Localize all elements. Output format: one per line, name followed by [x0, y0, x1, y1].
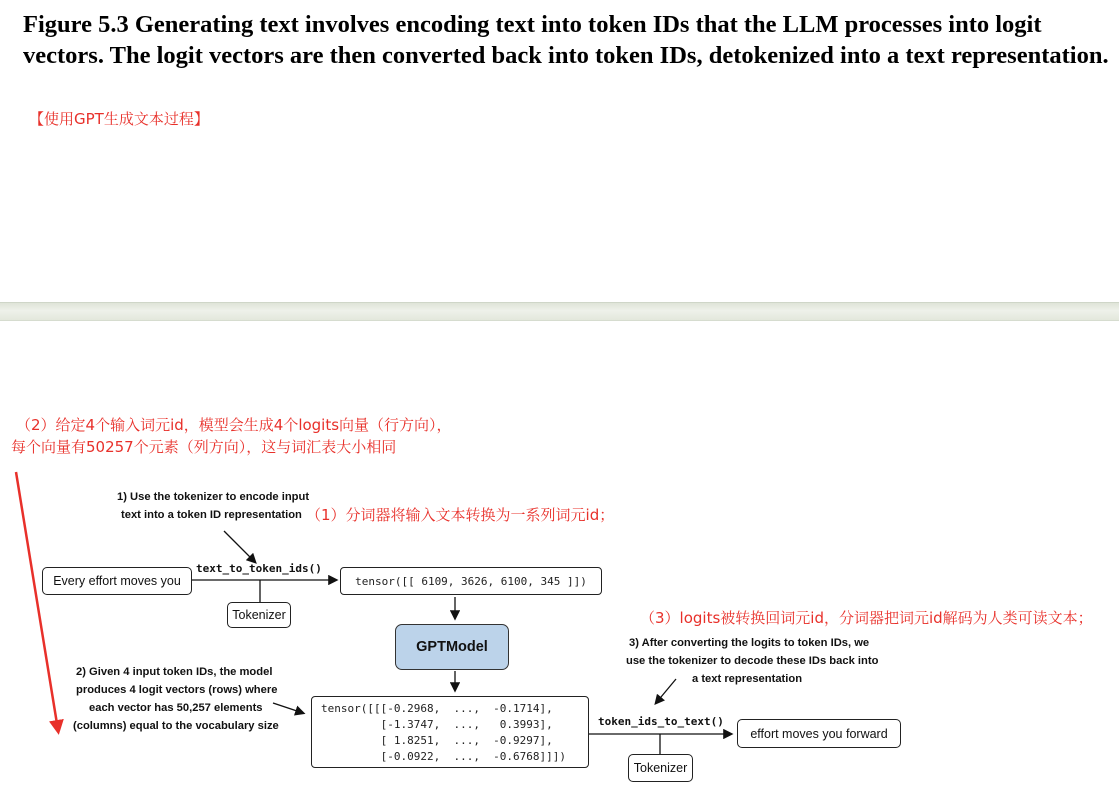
step3-pointer-arrow: [656, 679, 676, 703]
gpt-model-box: GPTModel: [395, 624, 509, 670]
note-2-line1: （2）给定4个输入词元id，模型会生成4个logits向量（行方向），: [16, 416, 452, 434]
step1-label-line2: text into a token ID representation: [121, 509, 302, 521]
step3-label-line2: use the tokenizer to decode these IDs back into: [626, 655, 879, 667]
red-annotation-arrow: [16, 472, 58, 730]
token-ids-to-text-label: token_ids_to_text(): [598, 715, 724, 728]
step2-label-line3: each vector has 50,257 elements: [89, 702, 263, 714]
step3-label-line1: 3) After converting the logits to token IDs, we: [629, 637, 870, 649]
tokenizer-box: Tokenizer: [227, 602, 291, 628]
note-1: （1）分词器将输入文本转换为一系列词元id；: [306, 506, 615, 524]
tokenizer-box-2: Tokenizer: [628, 754, 693, 782]
caption-translation: 【使用GPT生成文本过程】: [29, 110, 209, 128]
step1-pointer-arrow: [224, 531, 255, 562]
logits-row: tensor([[[-0.2968, ..., -0.1714],: [321, 702, 553, 715]
output-text-box: effort moves you forward: [737, 719, 901, 748]
step3-label-line3: a text representation: [692, 673, 803, 685]
logits-tensor-box: [311, 696, 589, 768]
logits-row: [-1.3747, ..., 0.3993],: [321, 718, 553, 731]
token-ids-tensor: tensor([[ 6109, 3626, 6100, 345 ]]): [340, 567, 602, 595]
note-2-line2: 每个向量有50257个元素（列方向），这与词汇表大小相同: [11, 438, 397, 456]
logits-row: [ 1.8251, ..., -0.9297],: [321, 734, 553, 747]
step2-label-line4: (columns) equal to the vocabulary size: [73, 720, 279, 732]
logits-row: [-0.0922, ..., -0.6768]]]): [321, 750, 567, 763]
figure-caption: Figure 5.3 Generating text involves encoding text into token IDs that the LLM processes into logit vectors. The logit vectors are then converted back into token IDs, detokenized into a text representation.: [23, 11, 1109, 69]
text-to-token-ids-label: text_to_token_ids(): [196, 562, 322, 575]
step2-label-line2: produces 4 logit vectors (rows) where: [76, 684, 278, 696]
step1-label-line1: 1) Use the tokenizer to encode input: [117, 491, 310, 503]
note-3: （3）logits被转换回词元id，分词器把词元id解码为人类可读文本；: [640, 609, 1093, 627]
input-text-box: Every effort moves you: [42, 567, 192, 595]
step2-pointer-arrow: [273, 703, 303, 713]
step2-label-line1: 2) Given 4 input token IDs, the model: [76, 666, 273, 678]
